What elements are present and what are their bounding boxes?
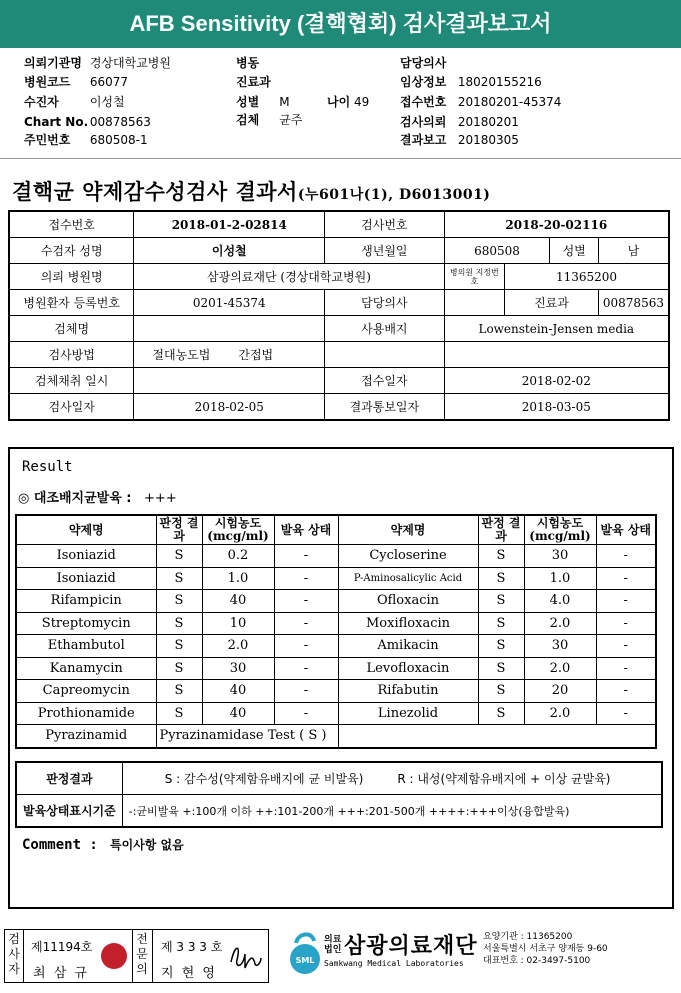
test-date-value: 2018-02-05: [134, 394, 325, 421]
col-growth: 발육 상태: [596, 515, 656, 545]
col-judge: 판정 결과: [156, 515, 202, 545]
examiner-label: 검사자: [8, 932, 20, 976]
drug-growth-cell: -: [596, 680, 656, 703]
header-patient: 수진자 이성철: [24, 95, 125, 109]
method-value: 절대농도법 간접법: [134, 342, 325, 368]
header-chart-no: Chart No. 00878563: [24, 115, 151, 129]
org-type: 의료 법인: [324, 935, 342, 955]
legend-growth-text: -:균비발육 +:100개 이하 ++:101-200개 +++:201-500개 ++++:+++이상(융합발육): [122, 795, 662, 828]
drug-conc-cell: 0.2: [202, 545, 274, 568]
drug-judge-cell: S: [478, 702, 524, 725]
report-date-label: 결과통보일자: [325, 394, 444, 421]
drug-drug-cell: Prothionamide: [16, 702, 156, 725]
dept-label: 진료과: [505, 290, 599, 316]
drug-conc-cell: 10: [202, 612, 274, 635]
drug-judge-cell: S: [478, 680, 524, 703]
drug-drug-cell: Ofloxacin: [338, 590, 478, 613]
patient-name-label: 수검자 성명: [9, 238, 134, 264]
drug-row: [16, 702, 656, 725]
org-name: 삼광의료재단: [344, 934, 478, 959]
drug-conc-cell: 40: [202, 680, 274, 703]
logo-text: SML: [295, 956, 315, 965]
drug-growth-cell: -: [274, 680, 338, 703]
col-judge: 판정 결과: [478, 515, 524, 545]
patient-info-table: [8, 210, 670, 421]
drug-judge-cell: S: [156, 545, 202, 568]
header-resident-no: 주민번호 680508-1: [24, 133, 148, 147]
dept-value: 00878563: [598, 290, 669, 316]
org-english: Samkwang Medical Laboratories: [324, 959, 464, 968]
drug-judge-cell: S: [156, 612, 202, 635]
control-growth: ◎ 대조배지균발육 : +++: [18, 491, 177, 506]
drug-conc-cell: 30: [524, 635, 596, 658]
drug-judge-cell: S: [156, 567, 202, 590]
header-request-date: 검사의뢰 20180201: [400, 115, 519, 129]
report-banner: AFB Sensitivity (결핵협회) 검사결과보고서: [0, 0, 681, 48]
drug-growth-cell: -: [596, 612, 656, 635]
examiner-name: 최 삼 규: [33, 966, 89, 981]
header-ward: 병동: [236, 56, 260, 70]
drug-growth-cell: -: [596, 590, 656, 613]
specialist-signature-icon: [227, 940, 263, 972]
report-title: 결핵균 약제감수성검사 결과서(누601나(1), D6013001): [12, 179, 491, 204]
legend-judge-text: S : 감수성(약제함유배지에 균 비발육) R : 내성(약제함유배지에 + 이상 균발육): [122, 762, 662, 795]
legend-table: [15, 761, 663, 828]
signature-box: [4, 929, 269, 983]
specimen-value: [134, 316, 325, 342]
drug-drug-cell: Capreomycin: [16, 680, 156, 703]
drug-judge-cell: S: [156, 680, 202, 703]
collect-value: [134, 368, 325, 394]
test-no-label: 검사번호: [325, 211, 444, 238]
drug-growth-cell: -: [274, 545, 338, 568]
specialist-label: 전문의: [136, 932, 148, 976]
footer: [0, 925, 681, 985]
test-no-value: 2018-20-02116: [444, 211, 669, 238]
drug-growth-cell: -: [596, 567, 656, 590]
header-dept: 진료과: [236, 75, 271, 89]
drug-growth-cell: -: [596, 545, 656, 568]
pza-row: [16, 725, 656, 748]
pza-drug-cell: Pyrazinamid: [16, 725, 156, 748]
drug-judge-cell: S: [478, 567, 524, 590]
drug-row: [16, 680, 656, 703]
drug-growth-cell: -: [274, 590, 338, 613]
drug-judge-cell: S: [478, 590, 524, 613]
drug-growth-cell: -: [596, 702, 656, 725]
header-specimen: 검체 균주: [236, 113, 303, 127]
dob-value: 680508: [444, 238, 550, 264]
col-drug: 약제명: [16, 515, 156, 545]
drug-drug-cell: Rifampicin: [16, 590, 156, 613]
drug-drug-cell: Amikacin: [338, 635, 478, 658]
doctor-value: [444, 290, 505, 316]
drug-drug-cell: Rifabutin: [338, 680, 478, 703]
drug-conc-cell: 20: [524, 680, 596, 703]
result-title: Result: [22, 459, 73, 475]
report-date-value: 2018-03-05: [444, 394, 669, 421]
sex-label: 성별: [550, 238, 598, 264]
drug-drug-cell: Moxifloxacin: [338, 612, 478, 635]
specialist-name: 지 현 영: [161, 966, 217, 981]
drug-conc-cell: 40: [202, 590, 274, 613]
drug-conc-cell: 40: [202, 702, 274, 725]
col-conc: 시험농도 (mcg/ml): [524, 515, 596, 545]
comment: Comment : 특이사항 없음: [22, 837, 184, 853]
header-hospital: 의뢰기관명 경상대학교병원: [24, 56, 171, 70]
header-age: 나이 49: [327, 95, 370, 109]
drug-growth-cell: -: [274, 702, 338, 725]
drug-row: [16, 635, 656, 658]
medium-label: 사용배지: [325, 316, 444, 342]
collect-label: 검체채취 일시: [9, 368, 134, 394]
drug-row: [16, 657, 656, 680]
org-block: [288, 925, 678, 981]
drug-growth-cell: -: [274, 567, 338, 590]
header-report-date: 결과보고 20180305: [400, 133, 519, 147]
drug-judge-cell: S: [478, 657, 524, 680]
col-drug: 약제명: [338, 515, 478, 545]
test-date-label: 검사일자: [9, 394, 134, 421]
drug-growth-cell: -: [274, 612, 338, 635]
header-sex: 성별 M: [236, 95, 290, 109]
drug-drug-cell: Levofloxacin: [338, 657, 478, 680]
drug-conc-cell: 1.0: [202, 567, 274, 590]
drug-drug-cell: Isoniazid: [16, 567, 156, 590]
dob-label: 생년월일: [325, 238, 444, 264]
specialist-no: 제 3 3 3 호: [161, 940, 223, 954]
drug-growth-cell: -: [596, 635, 656, 658]
drug-judge-cell: S: [478, 635, 524, 658]
col-growth: 발육 상태: [274, 515, 338, 545]
reg-no-label: 병원환자 등록번호: [9, 290, 134, 316]
drug-conc-cell: 2.0: [202, 635, 274, 658]
drug-conc-cell: 1.0: [524, 567, 596, 590]
drug-row: [16, 590, 656, 613]
drug-judge-cell: S: [156, 657, 202, 680]
examiner-seal-icon: [101, 943, 127, 969]
header-divider: [0, 158, 681, 159]
drug-drug-cell: Isoniazid: [16, 545, 156, 568]
drug-conc-cell: 30: [524, 545, 596, 568]
medium-value: Lowenstein-Jensen media: [444, 316, 669, 342]
drug-conc-cell: 4.0: [524, 590, 596, 613]
sml-logo-icon: [288, 929, 322, 977]
drug-judge-cell: S: [156, 590, 202, 613]
col-conc: 시험농도 (mcg/ml): [202, 515, 274, 545]
drug-conc-cell: 2.0: [524, 657, 596, 680]
hospital-label: 의뢰 병원명: [9, 264, 134, 290]
pza-value-cell: Pyrazinamidase Test ( S ): [156, 725, 338, 748]
drug-drug-cell: Ethambutol: [16, 635, 156, 658]
header-clinical: 임상정보 18020155216: [400, 75, 542, 89]
examiner-no: 제11194호: [31, 940, 93, 954]
drug-drug-cell: Cycloserine: [338, 545, 478, 568]
drug-growth-cell: -: [274, 657, 338, 680]
drug-judge-cell: S: [156, 702, 202, 725]
hospital-code-label: 병의원 지정번호: [444, 264, 505, 290]
doctor-label: 담당의사: [325, 290, 444, 316]
sex-value: 남: [598, 238, 669, 264]
drug-row: [16, 612, 656, 635]
header-doctor: 담당의사: [400, 56, 447, 70]
receipt-no-label: 접수번호: [9, 211, 134, 238]
header-receipt-no: 접수번호 20180201-45374: [400, 95, 562, 109]
header-hospital-code: 병원코드 66077: [24, 75, 129, 89]
result-section: [8, 447, 674, 909]
drug-table: [15, 514, 657, 749]
drug-judge-cell: S: [478, 612, 524, 635]
drug-growth-cell: -: [274, 635, 338, 658]
drug-conc-cell: 2.0: [524, 702, 596, 725]
receipt-no-value: 2018-01-2-02814: [134, 211, 325, 238]
received-label: 접수일자: [325, 368, 444, 394]
drug-conc-cell: 30: [202, 657, 274, 680]
drug-conc-cell: 2.0: [524, 612, 596, 635]
drug-judge-cell: S: [478, 545, 524, 568]
hospital-value: 삼광의료재단 (경상대학교병원): [134, 264, 444, 290]
drug-judge-cell: S: [156, 635, 202, 658]
method-label: 검사방법: [9, 342, 134, 368]
legend-judge-label: 판정결과: [16, 762, 122, 795]
patient-name-value: 이성철: [134, 238, 325, 264]
drug-drug-cell: Streptomycin: [16, 612, 156, 635]
legend-growth-label: 발육상태표시기준: [16, 795, 122, 828]
drug-drug-cell: P-Aminosalicylic Acid: [338, 567, 478, 590]
reg-no-value: 0201-45374: [134, 290, 325, 316]
report-code: (누601나(1), D6013001): [297, 187, 491, 203]
drug-drug-cell: Kanamycin: [16, 657, 156, 680]
org-contact: 요양기관 : 11365200 서울특별시 서초구 양재동 9-60 대표번호 : 02-3497-5100: [483, 932, 608, 966]
received-value: 2018-02-02: [444, 368, 669, 394]
drug-drug-cell: Linezolid: [338, 702, 478, 725]
hospital-code-value: 11365200: [505, 264, 669, 290]
drug-row: [16, 567, 656, 590]
drug-growth-cell: -: [596, 657, 656, 680]
drug-row: [16, 545, 656, 568]
specimen-label: 검체명: [9, 316, 134, 342]
